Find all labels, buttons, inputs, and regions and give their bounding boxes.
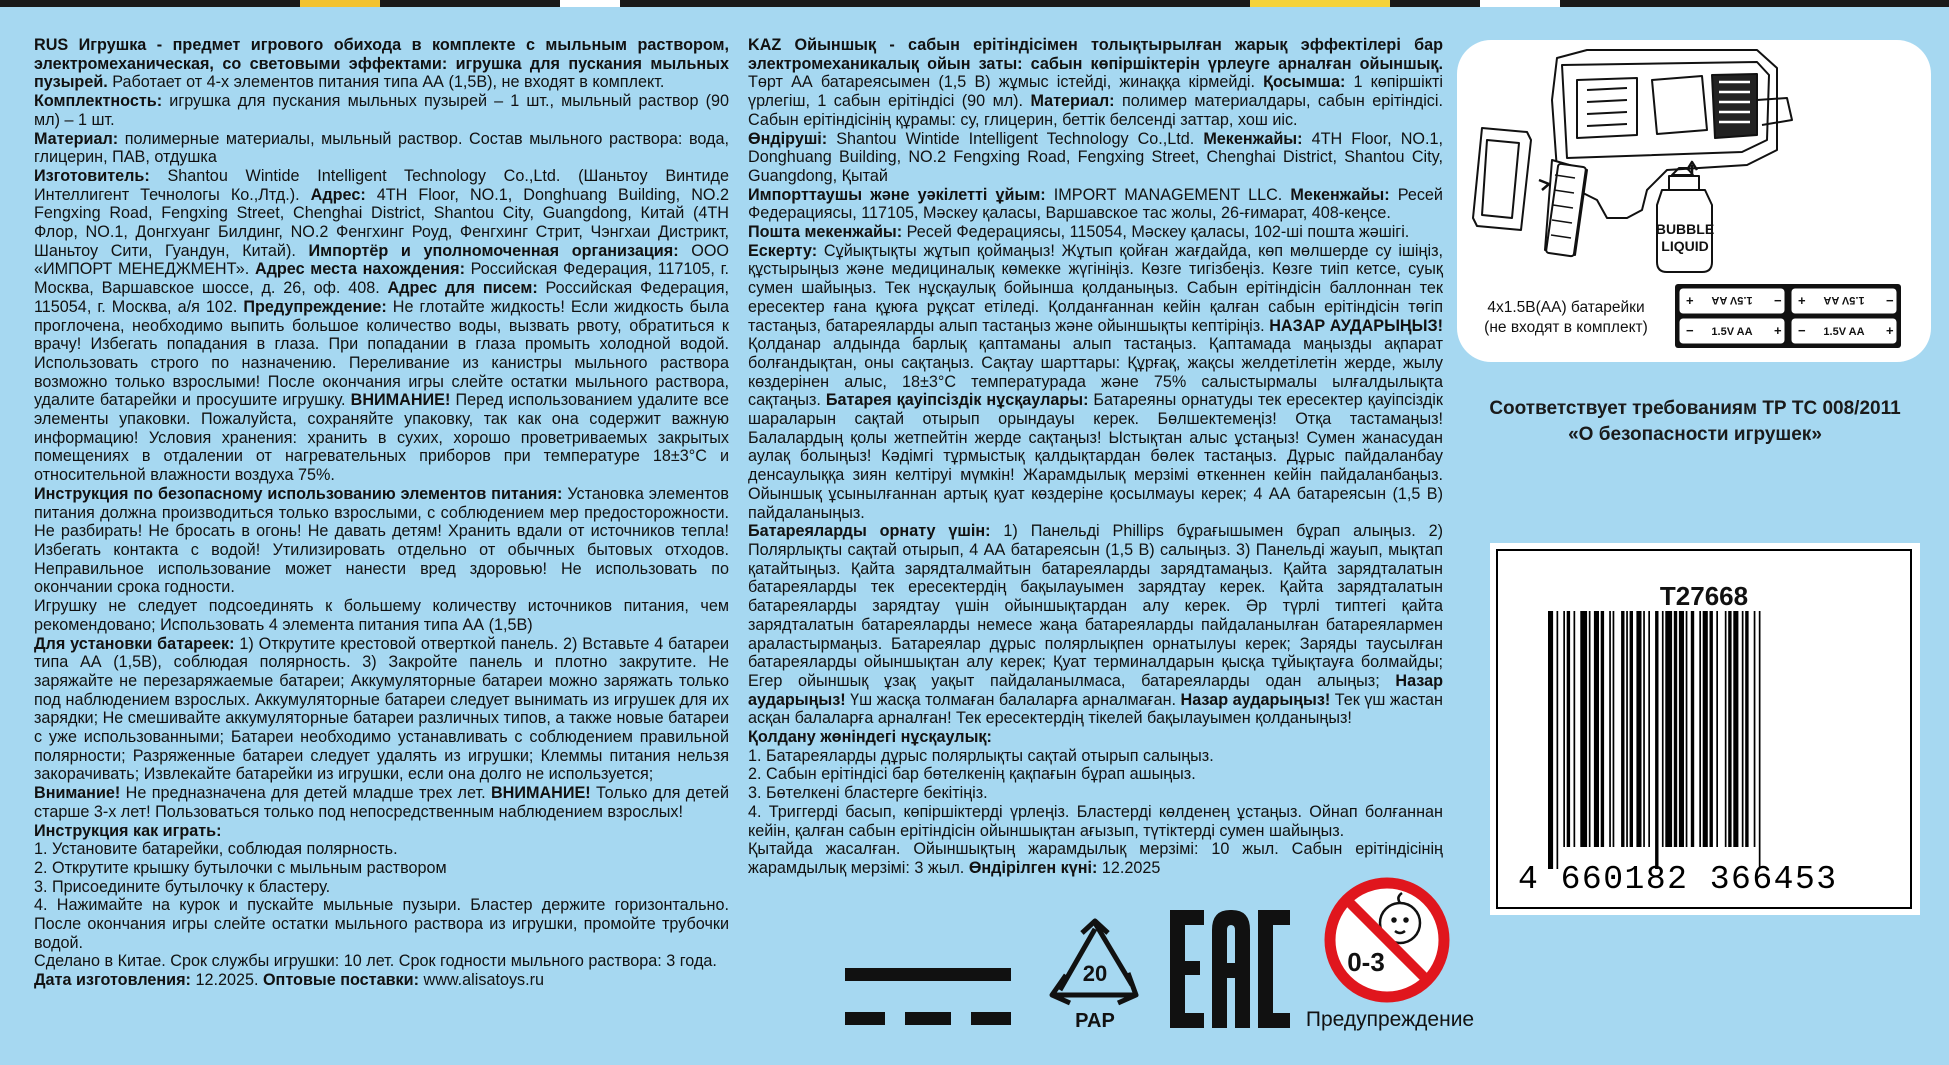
- rus-paragraph: [34, 840, 729, 859]
- barcode-bar: [1609, 611, 1611, 847]
- text-run: 1) Панельді Phillips бұрағышымен бұрап алыңыз. 2) Полярлықты сақтай отырып, 4 АА батареясын (1,5 В) салыңыз. 3) Панельді жауып, мықтап қатайтыңыз. Қайта зарядталмайтын батареяларды зарядтамаңыз. Қайта зарядталатын батареяларды тек ересектердің бақылауымен зарядтау керек. Қайта зарядталатын батареяларды зарядтау үшін ойыншықтардан алу керек. Әр түрлі типтегі қайта зарядталатын батареяларды немесе жаңа батареяларды пайдаланылған батареялармен араластырмаңыз. Батареялар дұрыс полярлықпен орнатылуы керек; Заряды таусылған батареяларды ойыншықтан алу керек; Қуат терминалдарын қысқа тұйықтауға болмайды; Егер ойыншық ұзақ уақыт пайдаланылмаса, батареяларды одан алыңыз;: [748, 522, 1443, 690]
- text-run: Ресей Федерациясы, 117105, Мәскеу қаласы, Варшавское тас жолы, 26-ғимарат, 408-кеңсе.: [748, 185, 1443, 223]
- text-run: 4. Нажимайте на курок и пускайте мыльные пузыри. Бластер держите горизонтально. После окончания игры слейте остатки мыльного раствора из игрушки, промойте трубочки водой.: [34, 896, 729, 952]
- bold-run: Для установки батареек:: [34, 634, 235, 653]
- text-run: ООО «ИМПОРТ МЕНЕДЖМЕНТ».: [34, 241, 730, 279]
- barcode-bar: [1725, 611, 1727, 847]
- text-run: Үш жасқа толмаған балаларға арналмаған.: [845, 690, 1181, 709]
- bold-run: Предупреждение:: [243, 297, 387, 316]
- recycle-icon: [1040, 915, 1150, 1035]
- barcode-bar: [1742, 611, 1744, 847]
- text-run: Сұйықтықты жұтып қоймаңыз! Жұтып қойған жағдайда, көп мөлшерде су ішіңіз, құстырыңыз және медициналық көмекке жүгініңіз. Көзге тигізбеңіз. Көзге тиіп кетсе, суық сумен шайыңыз. Тек нұсқаулық бойынша қолданыңыз. Сабын ерітіндісін баллоннан тек ересектер ғана құюға рұқсат етіледі. Қолданғаннан кейін қалған сабын ерітіндісін төгіп тастаңыз, батареяларды алып тастаңыз және ойыншықты кептіріңіз.: [748, 241, 1443, 335]
- svg-text:+: +: [1798, 293, 1806, 308]
- svg-text:−: −: [1798, 323, 1806, 338]
- rus-paragraph: [34, 784, 729, 821]
- svg-text:−: −: [1774, 293, 1782, 308]
- bold-run: Изготовитель:: [34, 166, 150, 185]
- text-run: полимер материалдары, сабын ерітіндісі. Сабын ерітіндісінің құрамы: су, глицерин, беттік белсенді заттар, хош иіс.: [748, 92, 1443, 129]
- rus-paragraph: [34, 896, 729, 952]
- text-run: 1) Открутите крестовой отверткой панель. 2) Вставьте 4 батареи типа АА (1,5В), соблюдая полярность. 3) Закройте панель и плотно закрутите. Не заряжайте не перезаряжаемые батареи; Аккумуляторные батареи можно заряжать только под наблюдением взрослых. Аккумуляторные батареи следует вынимать из игрушек для их зарядки; Не смешивайте аккумуляторные батареи различных типов, а также новые батареи с уже использованными; Батареи необходимо устанавливать с соблюдением правильной полярности; Разряженные батареи следует удалять из игрушки; Клеммы питания нельзя закорачивать; Извлекайте батарейки из игрушки, если она долго не используется;: [34, 634, 729, 784]
- bold-run: Инструкция как играть:: [34, 821, 222, 840]
- text-run: 1. Батареяларды дұрыс полярлықты сақтай отырып салыңыз.: [748, 746, 1214, 765]
- product-code: T27668: [1659, 581, 1749, 611]
- battery-cell-2: 1.5V AA: [1823, 294, 1865, 306]
- battery-cell-3: 1.5V AA: [1711, 326, 1753, 338]
- text-run: Ресей Федерациясы, 115054, Мәскеу қаласы, 102-ші пошта жәшігі.: [902, 223, 1410, 242]
- eac-mark-icon: [1168, 908, 1290, 1030]
- compliance-line1: Соответствует требованиям ТР ТС 008/2011: [1489, 398, 1901, 419]
- rus-paragraph: [34, 597, 729, 634]
- svg-text:+: +: [1886, 323, 1894, 338]
- barcode-bar: [1594, 611, 1599, 847]
- rus-paragraph: [34, 485, 729, 597]
- kaz-paragraph: [748, 522, 1443, 728]
- text-run: Батареяны орнатуды тек ересектер қауіпсіздік шараларын сақтай отырып орындауы керек. Бөлшектемеңіз! Отқа тастамаңыз! Балалардың қолы жетпейтін жерде сақтаңыз! Ыстықтан алыс ұстаңыз! Сумен жанасудан аулақ болыңыз! Кәдімгі тұрмыстық қалдықтардан бөлек тастаңыз. Дұрыс пайдаланбау денсаулыққа зиян келтіруі мүмкін! Жарамдылық мерзімі өткеннен кейін пайдаланбаңыз. Ойыншық ұсынылғаннан артық қуат көздеріне қосылмауы керек; 4 АА батареясын (1,5 В) пайдаланыңыз.: [748, 391, 1443, 522]
- kaz-paragraph: [748, 242, 1443, 523]
- bold-run: Материал:: [1030, 92, 1115, 111]
- bold-run: Ескерту:: [748, 241, 818, 260]
- barcode-bar: [1699, 611, 1701, 847]
- kaz-paragraph: [748, 36, 1443, 130]
- kaz-paragraph: [748, 803, 1443, 840]
- bold-run: Адрес для писем:: [387, 279, 538, 298]
- barcode-bar: [1589, 611, 1591, 847]
- bold-run: Пошта мекенжайы:: [748, 223, 903, 242]
- barcode-bar: [1679, 611, 1684, 847]
- bold-run: Назар аударыңыз!: [748, 671, 1443, 709]
- svg-text:+: +: [1686, 293, 1694, 308]
- barcode-bar: [1662, 611, 1664, 847]
- bold-run: Адрес:: [310, 185, 366, 204]
- barcode-bar: [1754, 611, 1756, 847]
- barcode-bar: [1655, 611, 1658, 869]
- barcode-bar: [1580, 611, 1587, 847]
- barcode-bar: [1567, 611, 1570, 847]
- barcode-bar: [1691, 611, 1694, 847]
- battery-cell-4: 1.5V AA: [1823, 326, 1865, 338]
- kaz-paragraph: [748, 223, 1443, 242]
- barcode-bar: [1636, 611, 1641, 847]
- text-run: 12.2025.: [190, 971, 263, 990]
- bold-run: Мекенжайы:: [1203, 129, 1303, 148]
- battery-caption: [1472, 298, 1660, 338]
- rus-paragraph: [34, 822, 729, 841]
- rus-paragraph: [34, 878, 729, 897]
- battery-cell-1: 1.5V AA: [1711, 294, 1753, 306]
- rus-paragraph: [34, 36, 729, 92]
- product-illustration-panel: [1457, 40, 1931, 362]
- barcode-bar: [1557, 611, 1559, 869]
- text-run: Тек үш жастан асқан балаларға арналған! Тек ересектердің тікелей бақылауымен қолданыңыз!: [748, 690, 1444, 728]
- barcode-bar: [1648, 611, 1650, 847]
- age-label: 0-3: [1347, 947, 1385, 977]
- barcode-bar: [1626, 611, 1628, 847]
- text-run: Shantou Wintide Intelligent Technology Co.,Ltd.: [827, 129, 1204, 148]
- rus-paragraph: [34, 971, 729, 990]
- text-run: www.alisatoys.ru: [419, 971, 545, 990]
- barcode-panel: [1490, 543, 1920, 915]
- barcode-bar: [1728, 611, 1731, 847]
- rus-paragraph: [34, 167, 729, 485]
- barcode-bar: [1621, 611, 1624, 847]
- text-run: Не глотайте жидкость! Если жидкость была проглочена, необходимо выпить большое количество воды, вызвать рвоту, обратиться к врачу! Избегать попадания в глаза. При попадании в глаза промыть холодной водой. Использовать строго по назначению. Переливание из канистры мыльного раствора возможно только взрослыми! После окончания игры слейте остатки мыльного раствора, удалите батарейки и просушите игрушку.: [34, 297, 729, 410]
- bold-run: Өндірілген күні:: [968, 858, 1098, 877]
- text-run: Сделано в Китае. Срок службы игрушки: 10 лет. Срок годности мыльного раствора: 3 года.: [34, 952, 717, 971]
- text-run: Российская Федерация, 117105, г. Москва, Варшавское шоссе, д. 26, оф. 408.: [34, 260, 729, 298]
- barcode-bar: [1716, 611, 1718, 847]
- text-run: 4. Триггерді басып, көпіршіктерді үрлеңіз. Бластерді көлденең ұстаңыз. Ойнап болғаннан кейін, қалған сабын ерітіндісін ойыншықтан ағызып, түтіктерді сумен шайыңыз.: [748, 802, 1443, 840]
- barcode-bar: [1733, 611, 1738, 847]
- rus-instructions: [34, 36, 729, 990]
- barcode-number: 4 660182 366453: [1518, 861, 1838, 898]
- text-run: 2. Открутите крышку бутылочки с мыльным раствором: [34, 858, 447, 877]
- bottle-label: BUBBLE: [1655, 221, 1715, 237]
- text-run: IMPORT MANAGEMENT LLC.: [1045, 185, 1291, 204]
- text-run: Қытайда жасалған. Ойыншықтың жарамдылық мерзімі: 10 жыл. Сабын ерітіндісінің жарамдылық мерзімі: 3 жыл.: [748, 840, 1443, 877]
- warning-label: Предупреждение: [1305, 1008, 1475, 1031]
- barcode-bar: [1563, 611, 1565, 847]
- text-run: Игрушку не следует подсоединять к большему количеству источников питания, чем рекомендовано; Использовать 4 элемента питания типа АА (1,5В): [34, 597, 729, 634]
- fork-mark-icon: [843, 960, 1013, 1030]
- bold-run: Инструкция по безопасному использованию элементов питания:: [34, 484, 563, 503]
- text-run: Перед использованием удалите все элементы упаковки. Пожалуйста, сохраняйте упаковку, так как она содержит важную информацию! Условия хранения: хранить в сухих, хорошо проветриваемых закрытых помещениях в отдалении от нагревательных приборов при температуре 18±3°С и относительной влажности воздуха 75%.: [34, 391, 730, 485]
- kaz-paragraph: [748, 840, 1443, 877]
- text-run: Только для детей старше 3-х лет! Пользоваться только под непосредственным наблюдением взрослых!: [34, 784, 729, 821]
- barcode-bar: [1745, 611, 1748, 847]
- barcode-bar: [1686, 611, 1688, 847]
- kaz-paragraph: [748, 130, 1443, 186]
- barcode-bar: [1548, 611, 1553, 869]
- bold-run: Назар аударыңыз!: [1180, 690, 1331, 709]
- text-run: 1 көпіршікті үрлегіш, 1 сабын ерітіндісі (90 мл).: [748, 73, 1443, 111]
- barcode-bar: [1703, 611, 1708, 847]
- barcode-bar: [1759, 611, 1761, 869]
- barcode-bar: [1674, 611, 1677, 847]
- text-run: Установка элементов питания должна производиться только взрослыми, с соблюдением мер предосторожности. Не разбирать! Не бросать в огонь! Не давать детям! Хранить вдали от источников тепла! Избегать контакта с водой! Утилизировать отдельно от обычных бытовых отходов. Неправильное использование может нанести вред здоровью! Не использовать по окончании срока годности.: [34, 484, 729, 597]
- text-run: Работает от 4-х элементов питания типа АА (1,5В), не входят в комплект.: [107, 73, 665, 92]
- bold-run: Импортёр и уполномоченная организация:: [308, 241, 679, 260]
- text-run: полимерные материалы, мыльный раствор. Состав мыльного раствора: вода, глицерин, ПАВ, отдушка: [34, 129, 729, 167]
- kaz-paragraph: [748, 728, 1443, 747]
- svg-text:−: −: [1686, 323, 1694, 338]
- bold-run: Адрес места нахождения:: [254, 260, 465, 279]
- text-run: 4TH Floor, NO.1, Donghuang Building, NO.2 Fengxing Road, Fengxing Street, Chenghai District, Shantou City, Guangdong, Китай (4TH Флор, NO.1, Донгхуанг Билдинг, NO.2 Фенгхинг Роуд, Фенгхинг Стрит, Чэнгхаи Дистрикт, Шаньтоу Сити, Гуандун, Китай).: [34, 185, 729, 260]
- text-run: Не предназначена для детей младше трех лет.: [120, 784, 491, 803]
- text-run: 12.2025: [1097, 858, 1161, 877]
- bold-run: Батарея қауіпсіздік нұсқаулары:: [825, 391, 1089, 410]
- kaz-paragraph: [748, 765, 1443, 784]
- bold-run: НАЗАР АУДАРЫҢЫЗ!: [1269, 316, 1443, 335]
- compliance-statement: [1455, 396, 1935, 448]
- barcode-bar: [1574, 611, 1576, 847]
- top-decor-strip: [0, 0, 1949, 7]
- bold-run: Оптовые поставки:: [262, 971, 419, 990]
- barcode-bar: [1601, 611, 1604, 847]
- svg-text:−: −: [1886, 293, 1894, 308]
- recycle-label: PAP: [1075, 1010, 1115, 1032]
- bold-run: KAZ Ойыншық - сабын ерітіндісімен толықтырылған жарық эффектілері бар электромеханикалық ойын заты: сабын көпіршіктерін үрлеуге арналған ойыншық.: [748, 36, 1443, 73]
- bottle-label-2: LIQUID: [1661, 238, 1709, 254]
- bold-run: Импорттаушы және уәкілетті ұйым:: [748, 185, 1046, 204]
- text-run: Төрт АА батареясымен (1,5 В) жұмыс істейді, жинаққа кірмейді.: [748, 73, 1264, 92]
- barcode-bar: [1710, 611, 1713, 847]
- battery-group: [1675, 284, 1901, 348]
- rus-paragraph: [34, 130, 729, 167]
- text-run: 2. Сабын ерітіндісі бар бөтелкенің қақпағын бұрап ашыңыз.: [748, 765, 1196, 784]
- bold-run: Батареяларды орнату үшін:: [748, 522, 991, 541]
- text-run: Российская Федерация, 115054, г. Москва, а/я 102.: [34, 279, 730, 316]
- bold-run: Материал:: [34, 129, 119, 148]
- text-run: 3. Присоедините бутылочку к бластеру.: [34, 877, 331, 896]
- bold-run: Мекенжайы:: [1290, 185, 1390, 204]
- barcode-bar: [1613, 611, 1615, 847]
- bold-run: Қосымша:: [1263, 73, 1346, 92]
- text-run: Shantou Wintide Intelligent Technology Co.,Ltd. (Шаньтоу Винтиде Интеллигент Течнологы Ко.,Лтд.).: [34, 166, 729, 204]
- age-restriction-icon: [1322, 875, 1452, 1005]
- barcode-bar: [1665, 611, 1672, 847]
- compliance-line2: «О безопасности игрушек»: [1568, 424, 1822, 445]
- rus-paragraph: [34, 635, 729, 785]
- bold-run: Дата изготовления:: [34, 971, 191, 990]
- barcode-bar: [1643, 611, 1645, 847]
- barcode-bar: [1630, 611, 1633, 847]
- rus-paragraph: [34, 92, 729, 129]
- bold-run: Қолдану жөніндегі нұсқаулық:: [748, 728, 992, 747]
- battery-caption-line2: (не входят в комплект): [1484, 319, 1648, 336]
- bold-run: Комплектность:: [34, 92, 163, 111]
- bold-run: Внимание!: [34, 784, 121, 803]
- kaz-instructions: [748, 36, 1443, 878]
- bold-run: RUS Игрушка - предмет игрового обихода в комплекте с мыльным раствором, электромеханическая, со световыми эффектами: игрушка для пускания мыльных пузырей.: [34, 36, 729, 92]
- rus-paragraph: [34, 859, 729, 878]
- battery-caption-line1: 4x1.5В(АА) батарейки: [1487, 299, 1645, 316]
- text-run: игрушка для пускания мыльных пузырей – 1 шт., мыльный раствор (90 мл) – 1 шт.: [34, 92, 729, 129]
- bold-run: ВНИМАНИЕ!: [350, 391, 451, 410]
- kaz-paragraph: [748, 747, 1443, 766]
- bold-run: ВНИМАНИЕ!: [490, 784, 591, 803]
- bold-run: Өндіруші:: [748, 129, 828, 148]
- text-run: Қолданар алдында барлық қаптаманы алып тастаңыз. Қаптамада маңызды ақпарат болғандықтан, оны сақтаңыз. Сақтау шарттары: Құрғақ, жақсы желдетілетін жерде, жылу көздерінен алыс, 18±3°С температурада және 75% салыстырмалы ылғалдылықта сақтаңыз.: [748, 335, 1443, 410]
- svg-text:+: +: [1774, 323, 1782, 338]
- barcode-bars: [1498, 551, 1910, 907]
- text-run: 4TH Floor, NO.1, Donghuang Building, NO.2 Fengxing Road, Fengxing Street, Chenghai District, Shantou City, Guangdong, Қытай: [748, 129, 1443, 185]
- recycle-number: 20: [1082, 961, 1108, 986]
- text-run: 1. Установите батарейки, соблюдая полярность.: [34, 840, 398, 859]
- rus-paragraph: [34, 952, 729, 971]
- kaz-paragraph: [748, 186, 1443, 223]
- kaz-paragraph: [748, 784, 1443, 803]
- text-run: 3. Бөтелкені бластерге бекітіңіз.: [748, 784, 988, 803]
